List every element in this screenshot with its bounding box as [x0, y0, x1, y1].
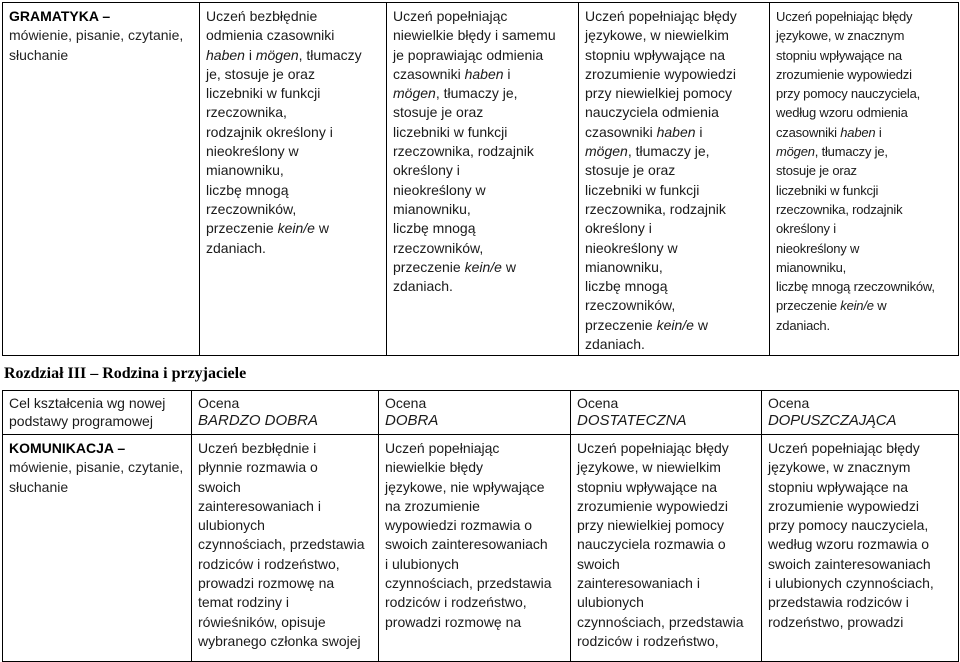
grade-3-cell: [571, 435, 762, 662]
grade-5-description: Uczeń bezbłędnie i płynnie rozmawia o swoich zainteresowaniach i ulubionych czynnościach, przedstawia rodziców i rodzeństwo, prowadzi rozmowę na temat rodziny i rówieśników, opisuje wybranego członka swojej: [198, 440, 365, 649]
category-cell: [3, 435, 192, 662]
header-grade-cell: [379, 391, 571, 435]
header-grade-name: DOPUSZCZAJĄCA: [768, 412, 897, 429]
grade-5-cell: [200, 3, 387, 356]
header-grade-cell: [762, 391, 959, 435]
grade-4-cell: [387, 3, 579, 356]
grade-4-description: Uczeń popełniając niewielkie błędy językowe, nie wpływające na zrozumienie wypowiedzi rozmawia o swoich zainteresowaniach i ulubionych czynnościach, przedstawia rodziców i rodzeństwo, prowadzi rozmowę na: [385, 440, 552, 630]
header-grade-cell: [571, 391, 762, 435]
grade-2-description: Uczeń popełniając błędy językowe, w znacznym stopniu wpływające na zrozumienie wypowiedzi przy pomocy nauczyciela, według wzoru rozmawia o swoich zainteresowaniach i ulubionych czynnościach, przedstawia rodziców i rodzeństwo, prowadzi: [768, 440, 934, 630]
category-skills: mówienie, pisanie, czytanie, słuchanie: [9, 27, 184, 63]
header-grade-cell: [192, 391, 379, 435]
header-goal-cell: [3, 391, 192, 435]
header-grade-name: BARDZO DOBRA: [198, 412, 319, 429]
category-cell: [3, 3, 200, 356]
grade-2-cell: [762, 435, 959, 662]
grade-5-cell: [192, 435, 379, 662]
communication-criteria-table: [2, 390, 959, 662]
grade-4-description: Uczeń popełniając niewielkie błędy i samemu je poprawiając odmienia czasowniki haben i mögen, tłumaczy je, stosuje je oraz liczebniki w funkcji rzeczownika, rodzajnik określony i nieokreślony w mianowniku, liczbę mnogą rzeczowników, przeczenie kein/e w zdaniach.: [393, 8, 556, 295]
grade-3-description: Uczeń popełniając błędy językowe, w niewielkim stopniu wpływające na zrozumienie wypowiedzi przy niewielkiej pomocy nauczyciela odmienia czasowniki haben i mögen, tłumaczy je, stosuje je oraz liczebniki w funkcji rzeczownika, rodzajnik określony i nieokreślony w mianowniku, liczbę mnogą rzeczowników, przeczenie kein/e w zdaniach.: [585, 8, 737, 353]
header-grade-label: Ocena: [768, 395, 810, 411]
category-skills: mówienie, pisanie, czytanie, słuchanie: [9, 459, 184, 495]
header-grade-label: Ocena: [198, 395, 240, 411]
table-row: [3, 3, 959, 356]
grade-3-cell: [579, 3, 770, 356]
section-heading: Rozdział III – Rodzina i przyjaciele: [4, 365, 247, 382]
category-title: KOMUNIKACJA –: [9, 440, 126, 456]
header-grade-name: DOBRA: [385, 412, 439, 429]
grade-4-cell: [379, 435, 571, 662]
category-title: GRAMATYKA –: [9, 8, 111, 24]
grade-2-description: Uczeń popełniając błędy językowe, w znacznym stopniu wpływające na zrozumienie wypowiedzi przy pomocy nauczyciela, według wzoru odmienia czasowniki haben i mögen, tłumaczy je, stosuje je oraz liczebniki w funkcji rzeczownika, rodzajnik określony i nieokreślony w mianowniku, liczbę mnogą rzeczowników, przeczenie kein/e w zdaniach.: [776, 9, 935, 333]
header-grade-label: Ocena: [577, 395, 619, 411]
grammar-criteria-table: [2, 2, 959, 356]
header-goal-label: Cel kształcenia wg nowej podstawy programowej: [9, 395, 166, 429]
header-grade-name: DOSTATECZNA: [577, 412, 687, 429]
table-row: [3, 435, 959, 662]
table-header-row: [3, 391, 959, 435]
grade-3-description: Uczeń popełniając błędy językowe, w niewielkim stopniu wpływające na zrozumienie wypowiedzi przy niewielkiej pomocy nauczyciela rozmawia o swoich zainteresowaniach i ulubionych czynnościach, przedstawia rodziców i rodzeństwo,: [577, 440, 744, 649]
grade-5-description: Uczeń bezbłędnie odmienia czasowniki haben i mögen, tłumaczy je, stosuje je oraz liczebniki w funkcji rzeczownika, rodzajnik określony i nieokreślony w mianowniku, liczbę mnogą rzeczowników, przeczenie kein/e w zdaniach.: [206, 8, 362, 256]
grade-2-cell: [770, 3, 959, 356]
header-grade-label: Ocena: [385, 395, 427, 411]
